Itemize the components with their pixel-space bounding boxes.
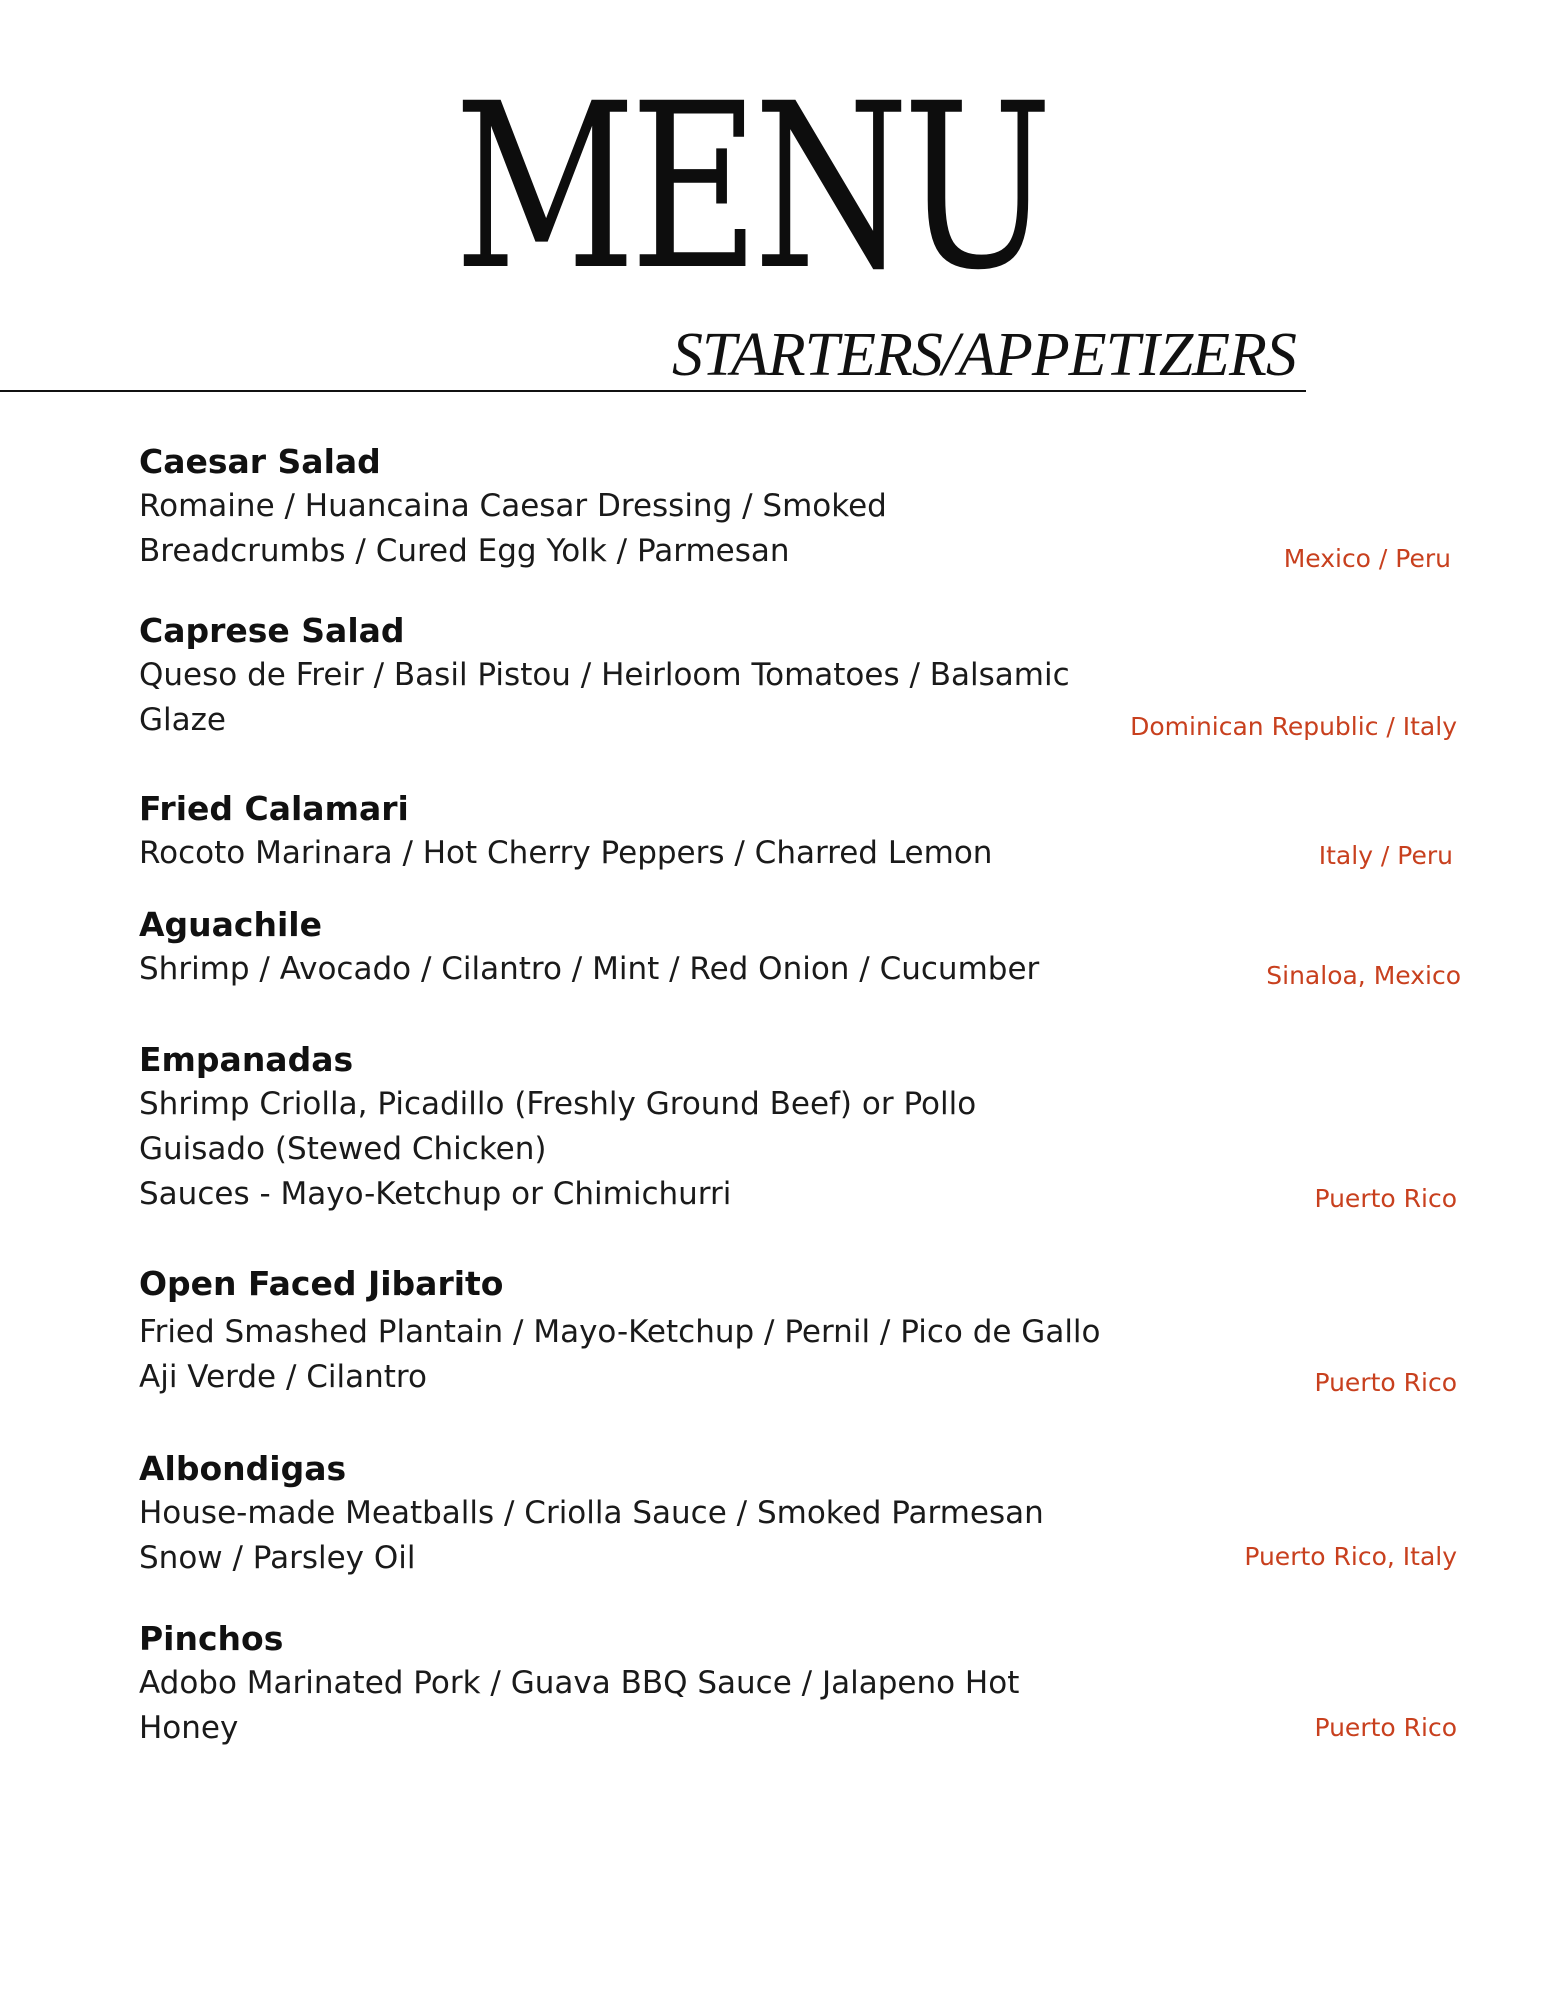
page-title: MENU xyxy=(453,54,1047,320)
item-name: Albondigas xyxy=(139,1449,347,1488)
item-description-line: Glaze xyxy=(139,702,226,738)
item-description-line: Adobo Marinated Pork / Guava BBQ Sauce / Jalapeno Hot xyxy=(139,1665,1020,1701)
item-description-line: Fried Smashed Plantain / Mayo-Ketchup / Pernil / Pico de Gallo xyxy=(139,1314,1101,1350)
item-description-line: Romaine / Huancaina Caesar Dressing / Smoked xyxy=(139,488,887,524)
item-origin: Italy / Peru xyxy=(1318,841,1453,870)
item-origin: Sinaloa, Mexico xyxy=(1266,961,1461,990)
item-description-line: Snow / Parsley Oil xyxy=(139,1540,416,1576)
item-name: Caprese Salad xyxy=(139,611,405,650)
item-origin: Puerto Rico xyxy=(1314,1713,1457,1742)
item-description-line: House-made Meatballs / Criolla Sauce / Smoked Parmesan xyxy=(139,1495,1044,1531)
item-name: Fried Calamari xyxy=(139,789,409,828)
item-name: Empanadas xyxy=(139,1040,354,1079)
item-description-line: Honey xyxy=(139,1710,239,1746)
menu-item-fried-calamari xyxy=(139,787,1519,876)
item-origin: Puerto Rico, Italy xyxy=(1244,1542,1457,1571)
item-name: Aguachile xyxy=(139,905,322,944)
item-name: Open Faced Jibarito xyxy=(139,1264,504,1303)
item-description-line: Queso de Freir / Basil Pistou / Heirloom Tomatoes / Balsamic xyxy=(139,657,1070,693)
section-title: STARTERS/APPETIZERS xyxy=(672,321,1296,389)
item-origin: Dominican Republic / Italy xyxy=(1130,712,1457,741)
section-divider xyxy=(0,390,1306,392)
item-description-line: Sauces - Mayo-Ketchup or Chimichurri xyxy=(139,1176,732,1212)
item-description-line: Shrimp / Avocado / Cilantro / Mint / Red Onion / Cucumber xyxy=(139,951,1040,987)
item-origin: Mexico / Peru xyxy=(1283,544,1451,573)
item-description-line: Aji Verde / Cilantro xyxy=(139,1359,427,1395)
item-name: Pinchos xyxy=(139,1619,284,1658)
item-description-line: Breadcrumbs / Cured Egg Yolk / Parmesan xyxy=(139,533,790,569)
item-origin: Puerto Rico xyxy=(1314,1368,1457,1397)
menu-item-open-faced-jibarito xyxy=(139,1262,1519,1400)
item-origin: Puerto Rico xyxy=(1314,1184,1457,1213)
item-description-line: Shrimp Criolla, Picadillo (Freshly Ground Beef) or Pollo xyxy=(139,1086,977,1122)
item-description-line: Rocoto Marinara / Hot Cherry Peppers / Charred Lemon xyxy=(139,835,993,871)
menu-item-empanadas xyxy=(139,1038,1519,1217)
item-name: Caesar Salad xyxy=(139,442,381,481)
menu-item-pinchos xyxy=(139,1617,1519,1751)
item-description-line: Guisado (Stewed Chicken) xyxy=(139,1131,547,1167)
